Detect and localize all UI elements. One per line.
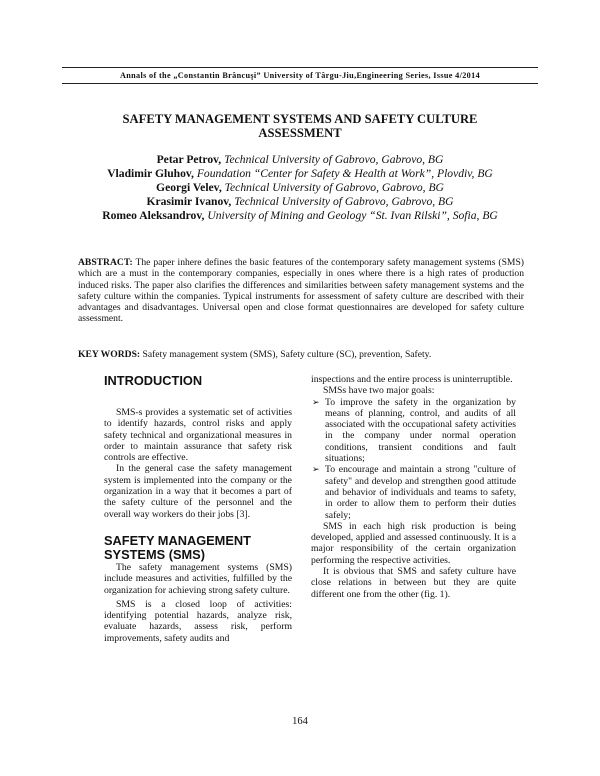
author-list [60,153,540,223]
paragraph: SMSs have two major goals: [323,385,435,397]
author-entry [60,195,540,209]
arrow-bullet-icon: ➢ [312,464,320,475]
author-name: Romeo Aleksandrov, [102,209,205,222]
introduction-heading: INTRODUCTION [104,373,203,388]
sms-heading [104,534,292,562]
paragraph: In the general case the safety management system is implemented into the company or the organization in a way that it becomes a part of the safety culture of the personnel and the overall way workers do their jobs [3]. [104,463,292,520]
author-name: Georgi Velev, [156,181,222,194]
paragraph: The safety management systems (SMS) include measures and activities, fulfilled by the organization for achieving strong safety culture. [104,561,292,596]
arrow-bullet-icon: ➢ [312,396,320,407]
author-affiliation: Technical University of Gabrovo, Gabrovo, BG [231,195,454,208]
paragraph: SMS-s provides a systematic set of activities to identify hazards, control risks and apply safety technical and organizational measures in order to maintain assurance that safety risk controls are effective. [104,407,292,464]
goals-list [311,397,516,521]
list-item-text: To encourage and maintain a strong "culture of safety" and develop and strengthen good attitude and behavior of individuals and teams to safety, in order to allow them to perform their duties safely; [325,464,516,521]
page-number: 164 [292,716,308,727]
keywords-label: KEY WORDS: [78,349,141,360]
list-item [311,397,516,465]
left-column [104,374,292,644]
paragraph: inspections and the entire process is uninterruptible. [311,374,513,385]
paper-title [100,112,500,140]
author-name: Vladimir Gluhov, [107,167,194,180]
author-affiliation: Technical University of Gabrovo, Gabrovo, BG [221,153,444,166]
abstract-label: ABSTRACT: [78,257,133,268]
sms-heading-line-1: SAFETY MANAGEMENT [104,532,251,548]
author-entry [60,181,540,195]
paragraph: It is obvious that SMS and safety culture have close relations in between but they are quite different one from the other (fig. 1). [311,566,516,600]
list-item [311,464,516,520]
header-bottom-rule [62,83,538,84]
paragraph: SMS in each high risk production is being developed, applied and assessed continuously. It is a major responsibility of the certain organization performing the respective activities. [311,520,516,566]
header-top-rule [62,67,538,68]
abstract-text: The paper inhere defines the basic features of the contemporary safety management systems (SMS) which are a must in the contemporary companies, especially in ones where there is a high rates of production induced risks. The paper also clarifies the differences and similarities between safety management systems and the safety culture within the companies. Typical instruments for assessment of safety culture are described with their advantages and disadvantages. Universal open and close format questionnaires are developed for safety culture assessment. [78,257,524,325]
keywords [78,349,524,360]
sms-heading-line-2: SYSTEMS (SMS) [104,546,205,562]
list-item-text: To improve the safety in the organization by means of planning, control, and audits of all associated with the occupational safety activities in the company under normal operation conditions, transient conditions and fault situations; [325,396,516,465]
author-name: Krasimir Ivanov, [146,195,232,208]
author-affiliation: Foundation “Center for Safety & Health at Work”, Plovdiv, BG [193,167,493,180]
author-affiliation: Technical University of Gabrovo, Gabrovo, BG [221,181,444,194]
journal-header: Annals of the „Constantin Brâncuşi” University of Târgu-Jiu,Engineering Series, Issue 4/2014 [119,71,481,80]
author-entry [60,209,540,223]
abstract [78,257,524,325]
author-entry [60,167,540,181]
paragraph: SMS is a closed loop of activities: identifying potential hazards, analyze risk, evaluate hazards, assess risk, perform improvements, safety audits and [104,598,292,644]
right-column [311,374,516,600]
title-line-1: SAFETY MANAGEMENT SYSTEMS AND SAFETY CULTURE [122,112,478,126]
author-name: Petar Petrov, [156,153,222,166]
author-affiliation: University of Mining and Geology “St. Ivan Rilski”, Sofia, BG [204,209,498,222]
title-line-2: ASSESSMENT [258,126,342,140]
author-entry [60,153,540,167]
keywords-text: Safety management system (SMS), Safety culture (SC), prevention, Safety. [140,349,432,360]
